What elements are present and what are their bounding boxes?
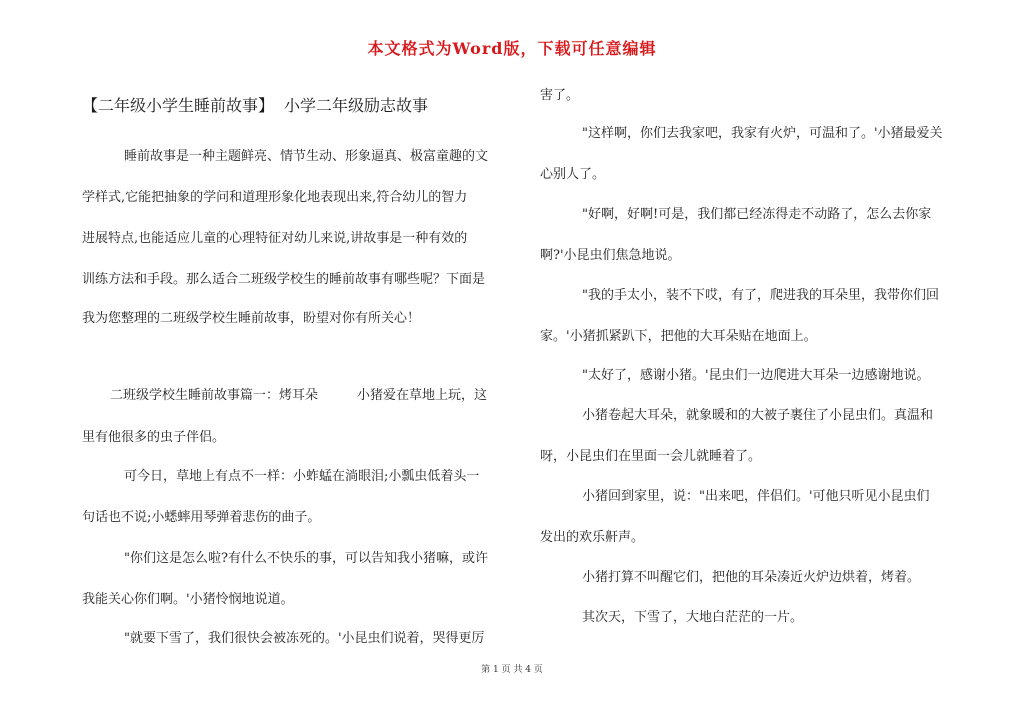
paragraph-line: "好啊，好啊!可是，我们都已经冻得走不动路了，怎么去你家 xyxy=(582,207,932,222)
paragraph-line: 学样式,它能把抽象的学问和道理形象化地表现出来,符合幼儿的智力 xyxy=(82,190,468,205)
page-number: 第 1 页 共 4 页 xyxy=(481,665,543,675)
word-format-banner: 本文格式为Word版，下载可任意编辑 xyxy=(367,39,657,58)
paragraph-line: 训练方法和手段。那么适合二班级学校生的睡前故事有哪些呢？下面是 xyxy=(82,272,486,287)
paragraph-line: 我为您整理的二班级学校生睡前故事，盼望对你有所关心！ xyxy=(82,311,421,326)
paragraph-line: 啊?'小昆虫们焦急地说。 xyxy=(540,248,681,263)
paragraph-line: "太好了，感谢小猪。'昆虫们一边爬进大耳朵一边感谢地说。 xyxy=(582,368,930,383)
title-main: 【二年级小学生睡前故事】 xyxy=(82,96,275,115)
paragraph-line: 心别人了。 xyxy=(540,167,606,182)
paragraph-line: "就要下雪了，我们很快会被冻死的。'小昆虫们说着，哭得更厉 xyxy=(124,631,485,646)
paragraph-line: 可今日，草地上有点不一样：小蚱蜢在淌眼泪;小瓢虫低着头一 xyxy=(124,469,480,484)
paragraph-line: 其次天，下雪了，大地白茫茫的一片。 xyxy=(582,610,804,625)
document-title xyxy=(82,93,522,116)
paragraph-line: 呀，小昆虫们在里面一会儿就睡着了。 xyxy=(540,449,762,464)
paragraph-line: 我能关心你们啊。'小猪怜悯地说道。 xyxy=(82,592,294,607)
paragraph-line: "我的手太小，装不下哎，有了，爬进我的耳朵里，我带你们回 xyxy=(582,288,939,303)
paragraph-line: "你们这是怎么啦?有什么不快乐的事，可以告知我小猪嘛，或许 xyxy=(124,551,488,566)
paragraph-line: 小猪打算不叫醒它们，把他的耳朵凑近火炉边烘着，烤着。 xyxy=(582,570,921,585)
paragraph-line: 二班级学校生睡前故事篇一：烤耳朵 小猪爱在草地上玩，这 xyxy=(110,388,488,403)
paragraph-line: 家。'小猪抓紧趴下，把他的大耳朵贴在地面上。 xyxy=(540,329,817,344)
paragraph-line: 小猪回到家里，说："出来吧，伴侣们。'可他只听见小昆虫们 xyxy=(582,489,930,504)
paragraph-line: 发出的欢乐鼾声。 xyxy=(540,530,645,545)
paragraph-line: "这样啊，你们去我家吧，我家有火炉，可温和了。'小猪最爱关 xyxy=(582,126,943,141)
paragraph-line: 害了。 xyxy=(540,88,580,103)
paragraph-line: 进展特点,也能适应儿童的心理特征对幼儿来说,讲故事是一种有效的 xyxy=(82,231,468,246)
paragraph-line: 句话也不说;小蟋蟀用琴弹着悲伤的曲子。 xyxy=(82,510,321,525)
title-sub: 小学二年级励志故事 xyxy=(284,96,429,115)
paragraph-line: 小猪卷起大耳朵，就象暖和的大被子裹住了小昆虫们。真温和 xyxy=(582,408,934,423)
paragraph-line: 里有他很多的虫子伴侣。 xyxy=(82,430,226,445)
paragraph-line: 睡前故事是一种主题鲜亮、情节生动、形象逼真、极富童趣的文 xyxy=(124,149,489,164)
